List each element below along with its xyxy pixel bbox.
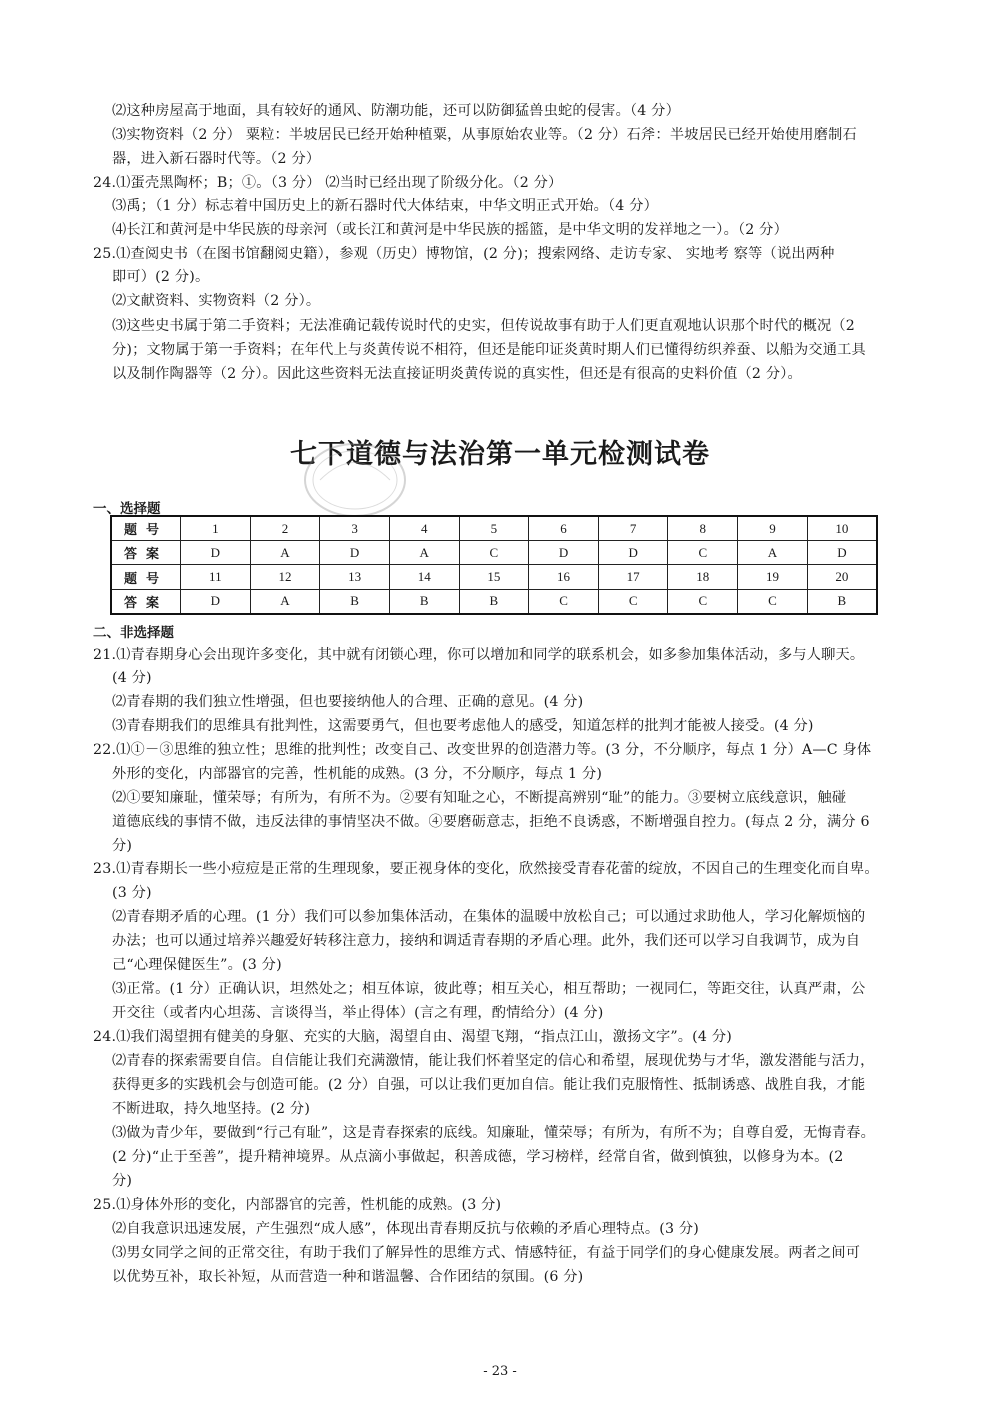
table-cell: 19 bbox=[738, 565, 808, 589]
text-line: 获得更多的实践机会与创造可能。(2 分）自强，可以让我们更加自信。能让我们克服惰性、抵制诱惑、战胜自我，才能 bbox=[112, 1077, 866, 1093]
text-line: 不断进取，持久地坚持。(2 分) bbox=[112, 1101, 311, 1117]
table-cell: 14 bbox=[389, 565, 459, 589]
text-line: 21.⑴青春期身心会出现许多变化，其中就有闭锁心理，你可以增加和同学的联系机会，如多参加集体活动，多与人聊天。 bbox=[93, 647, 865, 663]
text-line: ⑶男女同学之间的正常交往，有助于我们了解异性的思维方式、情感特征，有益于同学们的身心健康发展。两者之间可 bbox=[112, 1245, 861, 1261]
text-line: (3 分) bbox=[112, 885, 152, 901]
text-line: 办法；也可以通过培养兴趣爱好转移注意力，接纳和调适青春期的矛盾心理。此外，我们还可以学习自我调节，成为自 bbox=[112, 933, 861, 949]
table-row bbox=[111, 565, 877, 589]
text-line: ⑶实物资料（2 分） 粟粒：半坡居民已经开始种植粟，从事原始农业等。（2 分）石斧：半坡居民已经开始使用磨制石 bbox=[112, 127, 857, 143]
text-line: ⑷长江和黄河是中华民族的母亲河（或长江和黄河是中华民族的摇篮，是中华文明的发祥地之一）。（2 分） bbox=[112, 222, 788, 238]
table-cell: 8 bbox=[668, 516, 738, 541]
text-line: 以优势互补，取长补短，从而营造一种和谐温馨、合作团结的氛围。(6 分) bbox=[112, 1269, 584, 1285]
text-line: 25.⑴身体外形的变化，内部器官的完善，性机能的成熟。(3 分) bbox=[93, 1197, 502, 1213]
table-row bbox=[111, 516, 877, 541]
table-cell: D bbox=[181, 541, 251, 565]
answer-table bbox=[110, 515, 878, 615]
table-cell: 2 bbox=[250, 516, 320, 541]
text-line: ⑵文献资料、实物资料（2 分）。 bbox=[112, 293, 321, 309]
text-line: 分) bbox=[112, 838, 133, 854]
text-line: ⑵这种房屋高于地面，具有较好的通风、防潮功能，还可以防御猛兽虫蛇的侵害。（4 分） bbox=[112, 103, 680, 119]
text-line: 己“心理保健医生”。(3 分) bbox=[112, 957, 282, 973]
table-cell: 10 bbox=[807, 516, 877, 541]
table-cell: C bbox=[668, 541, 738, 565]
table-header-cell: 答案 bbox=[111, 589, 181, 614]
stamp-watermark-icon bbox=[300, 440, 410, 520]
text-line: 24.⑴蛋壳黑陶杯；B；①。（3 分） ⑵当时已经出现了阶级分化。（2 分） bbox=[93, 175, 563, 191]
table-cell: D bbox=[529, 541, 599, 565]
text-line: ⑶这些史书属于第二手资料；无法准确记载传说时代的史实，但传说故事有助于人们更直观地认识那个时代的概况（2 bbox=[112, 318, 855, 334]
table-cell: B bbox=[389, 589, 459, 614]
text-line: ⑵青春期矛盾的心理。(1 分）我们可以参加集体活动，在集体的温暖中放松自己；可以通过求助他人，学习化解烦恼的 bbox=[112, 909, 866, 925]
table-cell: 20 bbox=[807, 565, 877, 589]
text-line: 以及制作陶器等（2 分）。因此这些资料无法直接证明炎黄传说的真实性，但还是有很高的史料价值（2 分）。 bbox=[112, 366, 802, 382]
table-cell: 12 bbox=[250, 565, 320, 589]
table-cell: 18 bbox=[668, 565, 738, 589]
table-cell: 17 bbox=[598, 565, 668, 589]
text-line: (2 分)“止于至善”，提升精神境界。从点滴小事做起，积善成德，学习榜样，经常自省，做到慎独，以修身为本。(2 bbox=[112, 1149, 844, 1165]
text-line: 开交往（或者内心坦荡、言谈得当，举止得体）(言之有理，酌情给分）(4 分) bbox=[112, 1005, 604, 1021]
table-cell: B bbox=[459, 589, 529, 614]
table-cell: D bbox=[598, 541, 668, 565]
table-cell: A bbox=[250, 589, 320, 614]
text-line: ⑵青春的探索需要自信。自信能让我们充满激情，能让我们怀着坚定的信心和希望，展现优势与才华，激发潜能与活力， bbox=[112, 1053, 875, 1069]
section-heading: 一、选择题 bbox=[93, 501, 161, 517]
table-cell: B bbox=[320, 589, 390, 614]
table-cell: C bbox=[529, 589, 599, 614]
table-cell: D bbox=[807, 541, 877, 565]
table-cell: A bbox=[389, 541, 459, 565]
text-line: 22.⑴①－③思维的独立性；思维的批判性；改变自己、改变世界的创造潜力等。(3 分，不分顺序，每点 1 分）A—C 身体 bbox=[93, 742, 872, 758]
table-cell: 15 bbox=[459, 565, 529, 589]
text-line: ⑵自我意识迅速发展，产生强烈“成人感”，体现出青春期反抗与依赖的矛盾心理特点。(3 分) bbox=[112, 1221, 700, 1237]
section-heading: 二、非选择题 bbox=[93, 625, 174, 641]
table-cell: 16 bbox=[529, 565, 599, 589]
text-line: ⑶禹；（1 分）标志着中国历史上的新石器时代大体结束，中华文明正式开始。（4 分） bbox=[112, 198, 659, 214]
table-cell: 4 bbox=[389, 516, 459, 541]
table-cell: D bbox=[320, 541, 390, 565]
table-cell: 6 bbox=[529, 516, 599, 541]
table-cell: C bbox=[598, 589, 668, 614]
table-header-cell: 题号 bbox=[111, 565, 181, 589]
table-cell: D bbox=[181, 589, 251, 614]
table-cell: 11 bbox=[181, 565, 251, 589]
text-line: (4 分) bbox=[112, 670, 152, 686]
text-line: 23.⑴青春期长一些小痘痘是正常的生理现象，要正视身体的变化，欣然接受青春花蕾的绽放，不因自己的生理变化而自卑。 bbox=[93, 861, 879, 877]
text-line: 24.⑴我们渴望拥有健美的身躯、充实的大脑，渴望自由、渴望飞翔，“指点江山，激扬文字”。(4 分) bbox=[93, 1029, 732, 1045]
text-line: 分)；文物属于第一手资料；在年代上与炎黄传说不相符，但还是能印证炎黄时期人们已懂得纺织养蚕、以船为交通工具 bbox=[112, 342, 866, 358]
table-cell: 7 bbox=[598, 516, 668, 541]
table-cell: 5 bbox=[459, 516, 529, 541]
text-line: 25.⑴查阅史书（在图书馆翻阅史籍），参观（历史）博物馆，(2 分)；搜索网络、走访专家、 实地考 察等（说出两种 bbox=[93, 246, 835, 262]
text-line: 即可）(2 分)。 bbox=[112, 269, 210, 285]
text-line: ⑶做为青少年，要做到“行己有耻”，这是青春探索的底线。知廉耻，懂荣辱；有所为，有所不为；自尊自爱，无悔青春。 bbox=[112, 1125, 876, 1141]
text-line: 外形的变化，内部器官的完善，性机能的成熟。(3 分，不分顺序，每点 1 分) bbox=[112, 766, 603, 782]
page-title: 七下道德与法治第一单元检测试卷 bbox=[290, 439, 710, 470]
text-line: 器，进入新石器时代等。（2 分） bbox=[112, 151, 321, 167]
text-line: ⑵青春期的我们独立性增强，但也要接纳他人的合理、正确的意见。(4 分) bbox=[112, 694, 584, 710]
table-header-cell: 答案 bbox=[111, 541, 181, 565]
text-line: ⑵①要知廉耻，懂荣辱；有所为，有所不为。②要有知耻之心，不断提高辨别“耻”的能力。③要树立底线意识，触碰 bbox=[112, 790, 847, 806]
text-line: ⑶正常。(1 分）正确认识，坦然处之；相互体谅，彼此尊；相互关心，相互帮助；一视同仁，等距交往，认真严肃，公 bbox=[112, 981, 866, 997]
table-cell: B bbox=[807, 589, 877, 614]
table-cell: 13 bbox=[320, 565, 390, 589]
table-cell: A bbox=[738, 541, 808, 565]
table-cell: 3 bbox=[320, 516, 390, 541]
table-cell: C bbox=[459, 541, 529, 565]
text-line: 分) bbox=[112, 1173, 133, 1189]
table-cell: C bbox=[668, 589, 738, 614]
text-line: 道德底线的事情不做，违反法律的事情坚决不做。④要磨砺意志，拒绝不良诱惑，不断增强自控力。(每点 2 分，满分 6 bbox=[112, 814, 870, 830]
table-cell: A bbox=[250, 541, 320, 565]
table-row bbox=[111, 541, 877, 565]
table-cell: 9 bbox=[738, 516, 808, 541]
page-number: - 23 - bbox=[483, 1364, 517, 1379]
text-line: ⑶青春期我们的思维具有批判性，这需要勇气，但也要考虑他人的感受，知道怎样的批判才能被人接受。(4 分) bbox=[112, 718, 814, 734]
table-cell: C bbox=[738, 589, 808, 614]
table-cell: 1 bbox=[181, 516, 251, 541]
table-header-cell: 题号 bbox=[111, 516, 181, 541]
table-row bbox=[111, 589, 877, 614]
